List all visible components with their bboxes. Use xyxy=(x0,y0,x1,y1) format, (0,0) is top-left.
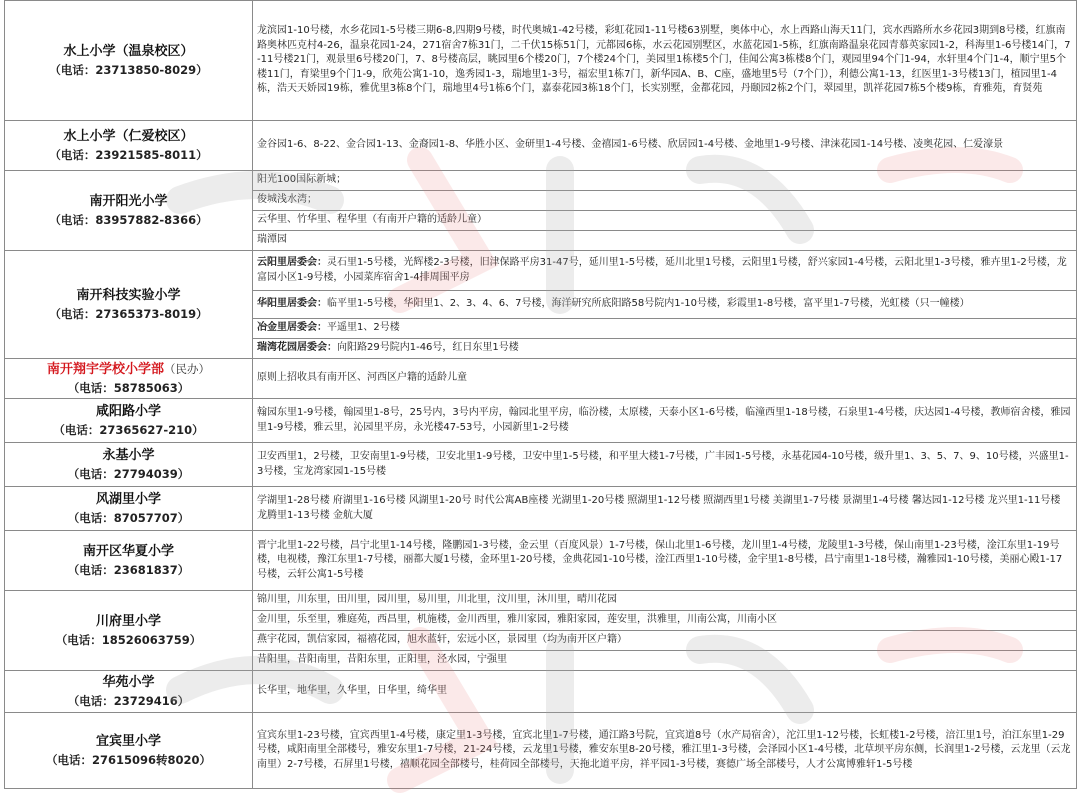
district-cell: 昔阳里，昔阳南里，昔阳东里，正阳里，泾水园，宁强里 xyxy=(253,651,1077,671)
committee-label: 瑞湾花园居委会： xyxy=(257,342,337,354)
committee-label: 云阳里居委会： xyxy=(257,257,327,268)
district-cell xyxy=(253,291,1077,319)
district-cell: 卫安西里1，2号楼，卫安南里1-9号楼，卫安北里1-9号楼，卫安中里1-5号楼，和平里大楼1-7号楼，广丰园1-5号楼，永基花园4-10号楼，级升里1、3、5、7、9、10号楼，兴盛里1-3号楼，宝龙湾家园1-15号楼 xyxy=(253,443,1077,487)
school-phone: （电话：23729416） xyxy=(67,693,190,708)
district-cell xyxy=(253,319,1077,339)
school-name: 南开区华夏小学 xyxy=(82,543,174,559)
school-name: 咸阳路小学 xyxy=(95,403,161,419)
district-cell: 瑞潭园 xyxy=(253,231,1077,251)
district-cell: 学湖里1-28号楼 府湖里1-16号楼 风湖里1-20号 时代公寓AB座楼 光湖里1-20号楼 照湖里1-12号楼 照湖西里1号楼 美湖里1-7号楼 景湖里1-4号楼 馨达园1-12号楼 龙兴里1-11号楼 龙腾里1-13号楼 金航大厦 xyxy=(253,487,1077,531)
table-row xyxy=(5,487,1077,531)
school-phone: （电话：27365373-8019） xyxy=(49,306,208,321)
district-cell: 龙滨园1-10号楼，水乡花园1-5号楼三期6-8,四期9号楼，时代奥城1-42号楼，彩虹花园1-11号楼63别墅，奥体中心，水上西路山海天11门，宾水西路所水乡花园3期到8号楼，红旗南路奥林匹克村4-26，温泉花园1-24，271宿舍7栋31门，二千伏15栋51门，元都园6栋，水云花园别墅区，水蓝花园1-5栋，红旗南路温泉花园青慕英家园1-2，科海里1-6号楼14门，7-11号楼21门，观景里6号楼20门，7、8号楼高层，眺园里6个楼20门，7个楼24个门，美园里1栋楼5个门，佳闻公寓3栋楼8个门，观园里94个门1-94，水轩里4个门1-4，顺宁里5个楼11门，育梁里9个门1-9，欣苑公寓1-10，逸秀园1-3，瑞地里1-3号，福宏里1栋7门，新华园A、B、C座，盛地里5号（7个门），利德公寓1-13，红医里1-3号楼13门，植园里1-4栋，浩天天娇园19栋，雅优里3栋8个门，瑞地里4号1栋6个门，嘉泰花园3栋18个门，长实别墅，金都花园，丹颐园2栋2个门，翠园里，凯祥花园7栋5个楼9栋，育雅苑，育贤苑 xyxy=(253,1,1077,121)
school-phone: （电话：23681837） xyxy=(67,562,190,577)
school-cell xyxy=(5,251,253,359)
school-cell xyxy=(5,671,253,713)
school-cell xyxy=(5,171,253,251)
district-cell: 长华里，地华里，久华里，日华里，绮华里 xyxy=(253,671,1077,713)
school-cell xyxy=(5,121,253,171)
table-row xyxy=(5,251,1077,291)
district-cell: 燕宇花园，凯信家园，福禧花园，旭水蓝轩，宏远小区，景园里（均为南开区户籍） xyxy=(253,631,1077,651)
district-cell: 原则上招收具有南开区、河西区户籍的适龄儿童 xyxy=(253,359,1077,399)
table-row xyxy=(5,531,1077,591)
district-cell: 金谷园1-6、8-22、金合园1-13、金裔园1-8、华胜小区、金研里1-4号楼、金禧园1-6号楼、欣居园1-4号楼、金地里1-9号楼、津涞花园1-14号楼、凌奥花园、仁爱濠景 xyxy=(253,121,1077,171)
school-name: 华苑小学 xyxy=(102,674,155,690)
table-row xyxy=(5,1,1077,121)
table-row xyxy=(5,359,1077,399)
school-phone: （电话：23921585-8011） xyxy=(49,147,208,162)
district-cell: 晋宁北里1-22号楼，昌宁北里1-14号楼，隆鹏园1-3号楼，金云里（百度风景）1-7号楼，保山北里1-6号楼，龙川里1-4号楼，龙陵里1-3号楼，保山南里1-23号楼，淦江东里1-19号楼，电视楼，豫江东里1-7号楼，丽都大厦1号楼，金环里1-20号楼，金典花园1-10号楼，淦江西里1-10号楼，金宇里1-8号楼，昌宁南里1-18号楼，瀚雅园1-10号楼，美丽心殿1-17号楼，云轩公寓1-5号楼 xyxy=(253,531,1077,591)
school-cell xyxy=(5,713,253,789)
school-name: 永基小学 xyxy=(102,447,155,463)
district-text: 向阳路29号院内1-46号，红日东里1号楼 xyxy=(337,342,519,354)
district-text: 平遥里1、2号楼 xyxy=(327,322,400,334)
table-row xyxy=(5,399,1077,443)
school-phone: （电话：87057707） xyxy=(67,510,190,525)
school-cell xyxy=(5,399,253,443)
district-cell: 翰园东里1-9号楼，翰园里1-8号，25号内，3号内平房，翰园北里平房，临汾楼，太原楼，天泰小区1-6号楼，临潼西里1-18号楼，石泉里1-4号楼，庆达园1-4号楼，教师宿舍楼，雅园里1-9号楼，雅云里，沁园里平房，永光楼47-53号，小园新里1-2号楼 xyxy=(253,399,1077,443)
school-name: 南开科技实验小学 xyxy=(76,287,181,303)
school-cell xyxy=(5,531,253,591)
school-cell xyxy=(5,359,253,399)
committee-label: 冶金里居委会： xyxy=(257,322,327,334)
district-cell xyxy=(253,251,1077,291)
table-row xyxy=(5,671,1077,713)
district-cell: 俊城浅水湾； xyxy=(253,191,1077,211)
school-name: 宜宾里小学 xyxy=(95,733,161,749)
district-cell xyxy=(253,339,1077,359)
district-cell: 金川里，乐至里，雅庭苑，西昌里，机施楼，金川西里，雅川家园，雅阳家园，莲安里，洪雅里，川南公寓，川南小区 xyxy=(253,611,1077,631)
school-name: 风湖里小学 xyxy=(95,491,161,507)
school-cell xyxy=(5,443,253,487)
school-name: 南开阳光小学 xyxy=(89,193,168,209)
table-row xyxy=(5,121,1077,171)
district-text: 临平里1-5号楼，华阳里1、2、3、4、6、7号楼，海洋研究所底阳路58号院内1-10号楼，彩霞里1-8号楼，富平里1-7号楼，光虹楼（只一幢楼） xyxy=(327,298,970,310)
district-cell: 阳光100国际新城； xyxy=(253,171,1077,191)
school-district-table xyxy=(4,0,1077,789)
school-name-highlight: 南开翔宇学校小学部 xyxy=(46,361,164,377)
school-cell xyxy=(5,1,253,121)
school-cell xyxy=(5,591,253,671)
school-phone: （电话：58785063） xyxy=(67,380,190,395)
school-name: 水上小学（温泉校区） xyxy=(63,43,194,59)
school-name: 水上小学（仁爱校区） xyxy=(63,128,194,144)
school-name xyxy=(5,360,252,379)
committee-label: 华阳里居委会： xyxy=(257,298,327,310)
table-row xyxy=(5,443,1077,487)
school-type-tag: （民办） xyxy=(164,361,210,376)
school-name: 川府里小学 xyxy=(95,613,161,629)
school-phone: （电话：27365627-210） xyxy=(53,422,204,437)
table-row xyxy=(5,591,1077,611)
table-row xyxy=(5,171,1077,191)
school-cell xyxy=(5,487,253,531)
district-cell: 宜宾东里1-23号楼，宜宾西里1-4号楼，康定里1-3号楼，宜宾北里1-7号楼，通江路3号院，宜宾道8号（水产局宿舍），沱江里1-12号楼，长虹楼1-2号楼，涪江里1号，泊江东里1-29号楼，咸阳南里全部楼号，雅安东里1-7号楼，21-24号楼，云龙里1号楼，雅安东里8-20号楼，雅江里1-3号楼，会泽园小区1-4号楼，北草坝平房东侧，长润里1-2号楼，云龙里（云龙南里）2-7号楼，石屏里1号楼，禧顺花园全部楼号，桂荷园全部楼号，天拖北道平房，祥平园1-3号楼，赛德广场全部楼号，人才公寓博雅轩1-5号楼 xyxy=(253,713,1077,789)
school-phone: （电话：18526063759） xyxy=(55,632,202,647)
school-phone: （电话：27615096转8020） xyxy=(45,752,212,767)
table-row xyxy=(5,713,1077,789)
district-cell: 云华里、竹华里、程华里（有南开户籍的适龄儿童） xyxy=(253,211,1077,231)
school-phone: （电话：83957882-8366） xyxy=(49,212,208,227)
district-text: 灵石里1-5号楼，光辉楼2-3号楼，旧津保路平房31-47号，延川里1-5号楼，延川北里1号楼，云阳里1号楼，舒兴家园1-4号楼，云阳北里1-3号楼，雅卉里1-2号楼，龙富园小区1-9号楼，小园菜库宿舍1-4排周围平房 xyxy=(257,257,1067,283)
school-phone: （电话：27794039） xyxy=(67,466,190,481)
school-phone: （电话：23713850-8029） xyxy=(49,62,208,77)
district-cell: 锦川里，川东里，田川里，园川里，易川里，川北里，汶川里，沐川里，晴川花园 xyxy=(253,591,1077,611)
